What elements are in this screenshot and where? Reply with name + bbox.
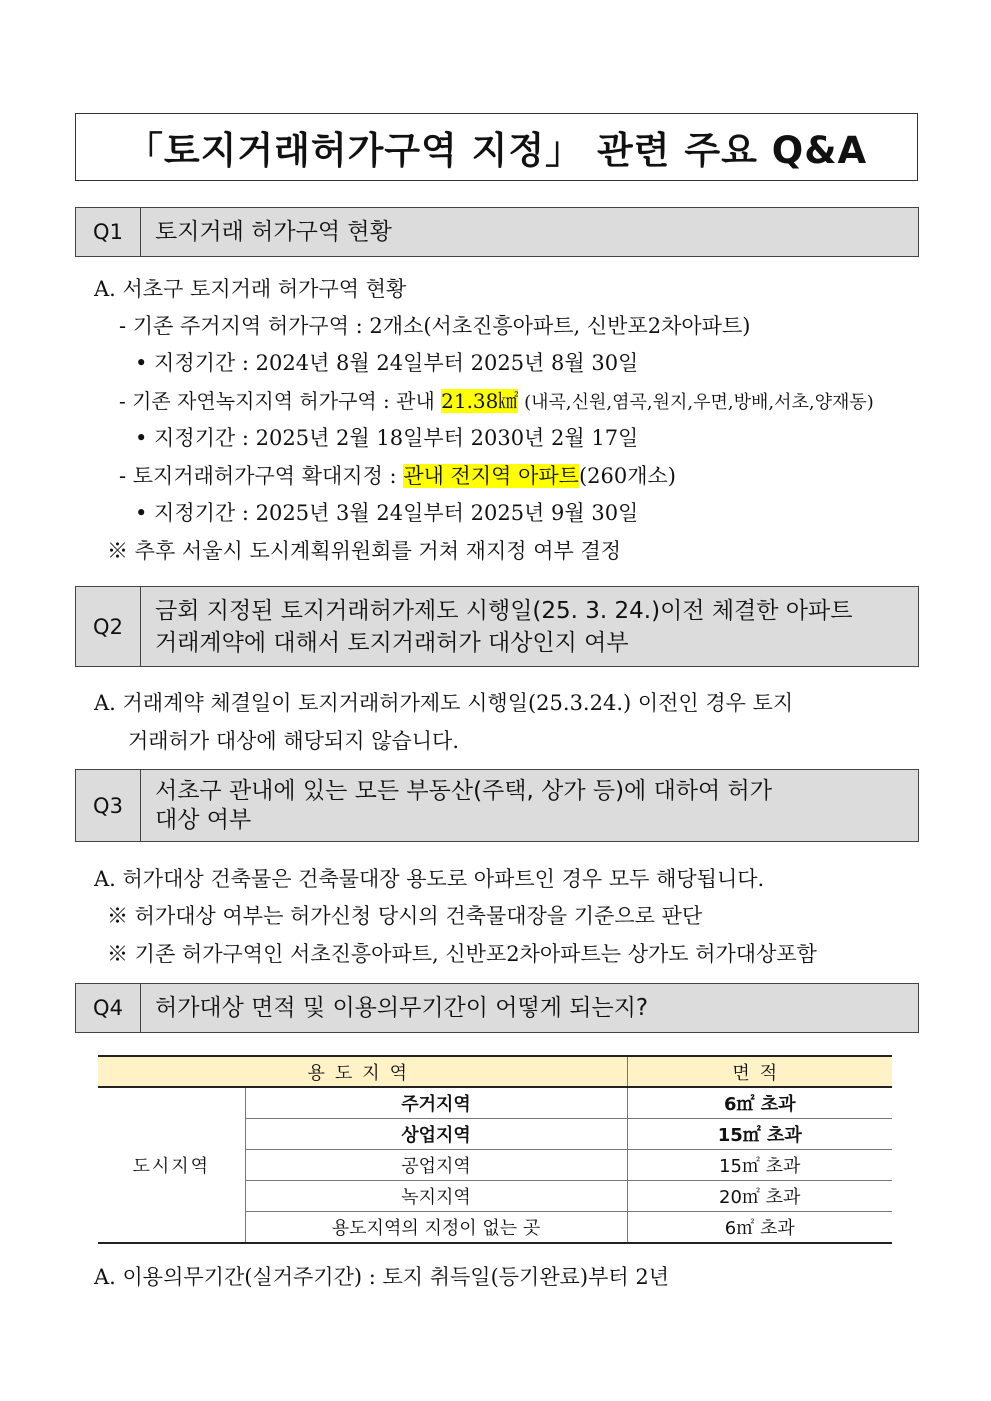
item-text: - 기존 자연녹지지역 허가구역 : 관내 (119, 389, 442, 413)
zone-cell: 상업지역 (245, 1119, 627, 1150)
header-area: 면적 (627, 1056, 892, 1087)
question-1-box (75, 207, 919, 257)
question-4-box (75, 983, 919, 1033)
question-text-line: 금회 지정된 토지거래허가제도 시행일(25. 3. 24.)이전 체결한 아파트 (155, 597, 853, 624)
zone-cell: 공업지역 (245, 1150, 627, 1181)
list-item-period: • 지정기간 : 2024년 8월 24일부터 2025년 8월 30일 (135, 351, 639, 375)
item-text: (260개소) (578, 464, 676, 488)
question-text (141, 770, 786, 841)
question-3-box (75, 769, 919, 842)
area-cell: 6㎡ 초과 (627, 1087, 892, 1119)
list-item-period: • 지정기간 : 2025년 2월 18일부터 2030년 2월 17일 (135, 426, 639, 450)
table-row (98, 1087, 892, 1119)
question-number: Q2 (76, 587, 141, 666)
header-zone: 용도지역 (98, 1056, 627, 1087)
answer: A. 이용의무기간(실거주기간) : 토지 취득일(등기완료)부터 2년 (94, 1265, 670, 1289)
answer: A. 허가대상 건축물은 건축물대장 용도로 아파트인 경우 모두 해당됩니다. (94, 867, 765, 891)
answer: A. 거래계약 체결일이 토지거래허가제도 시행일(25.3.24.) 이전인 경우 토지 (94, 691, 794, 715)
highlighted-text: 관내 전지역 아파트 (403, 464, 579, 488)
question-number: Q3 (76, 770, 141, 841)
note: ※ 기존 허가구역인 서초진흥아파트, 신반포2차아파트는 상가도 허가대상포함 (107, 942, 817, 966)
answer: 거래허가 대상에 해당되지 않습니다. (128, 729, 459, 753)
area-cell: 20㎡ 초과 (627, 1181, 892, 1212)
list-item-period: • 지정기간 : 2025년 3월 24일부터 2025년 9월 30일 (135, 501, 639, 525)
question-number: Q1 (76, 208, 141, 256)
document-title: 「토지거래허가구역 지정」 관련 주요 Q&A (75, 113, 918, 181)
zone-cell: 용도지역의 지정이 없는 곳 (245, 1212, 627, 1244)
question-text: 토지거래 허가구역 현황 (155, 219, 392, 245)
list-item (119, 386, 874, 418)
question-text-line: 대상 여부 (155, 806, 252, 833)
area-threshold-table (98, 1055, 892, 1244)
item-text: - 토지거래허가구역 확대지정 : (119, 464, 404, 488)
question-text-line: 서초구 관내에 있는 모든 부동산(주택, 상가 등)에 대하여 허가 (155, 777, 772, 804)
group-cell: 도시지역 (98, 1087, 245, 1243)
highlighted-text: 21.38㎢ (441, 389, 519, 413)
area-cell: 6㎡ 초과 (627, 1212, 892, 1244)
question-text (141, 587, 866, 666)
table-header-row (98, 1056, 892, 1087)
note: ※ 허가대상 여부는 허가신청 당시의 건축물대장을 기준으로 판단 (107, 904, 703, 928)
list-item: - 기존 주거지역 허가구역 : 2개소(서초진흥아파트, 신반포2차아파트) (119, 314, 751, 338)
zone-cell: 주거지역 (245, 1087, 627, 1119)
question-text: 허가대상 면적 및 이용의무기간이 어떻게 되는지? (155, 995, 649, 1021)
zone-cell: 녹지지역 (245, 1181, 627, 1212)
answer-title: A. 서초구 토지거래 허가구역 현황 (94, 277, 407, 301)
question-text-line: 거래계약에 대해서 토지거래허가 대상인지 여부 (155, 629, 629, 656)
question-number: Q4 (76, 984, 141, 1032)
area-cell: 15㎡ 초과 (627, 1119, 892, 1150)
item-text: (내곡,신원,염곡,원지,우면,방배,서초,양재동) (518, 392, 874, 413)
note: ※ 추후 서울시 도시계획위원회를 거쳐 재지정 여부 결정 (107, 539, 622, 563)
question-2-box (75, 586, 919, 667)
area-cell: 15㎡ 초과 (627, 1150, 892, 1181)
list-item (119, 461, 676, 491)
